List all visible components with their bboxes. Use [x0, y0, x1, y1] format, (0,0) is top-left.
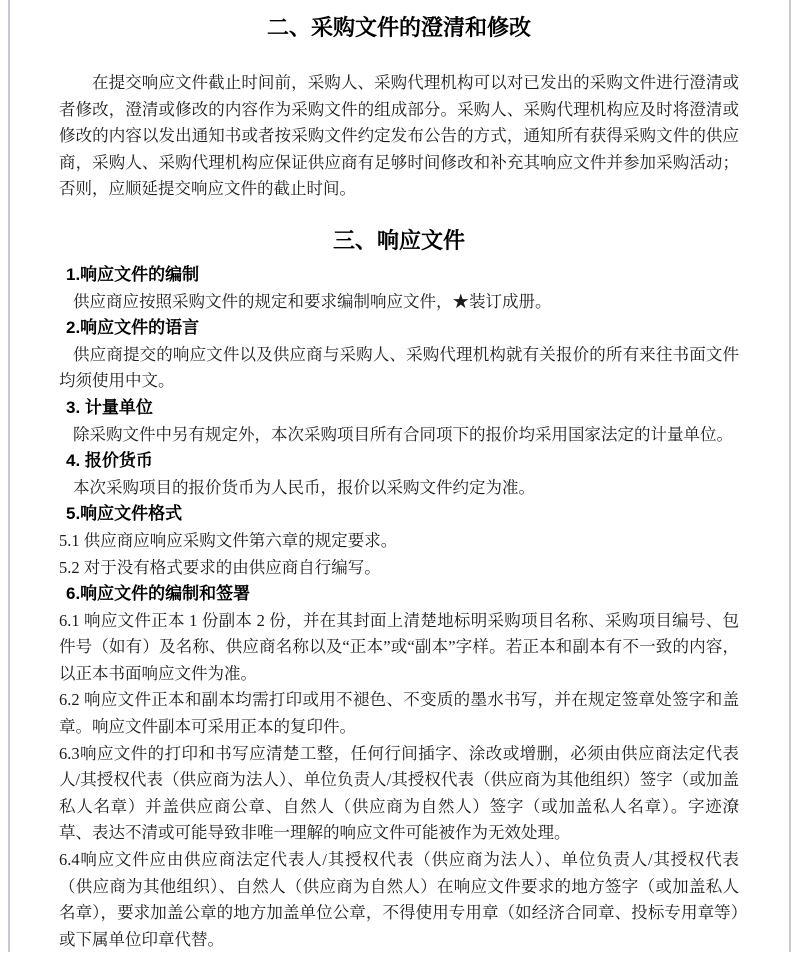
section-3-title: 三、响应文件: [332, 227, 465, 253]
item-5-paragraph-2: 5.2 对于没有格式要求的由供应商自行编写。: [59, 557, 381, 577]
item-5-heading: 5.响应文件格式: [66, 504, 183, 524]
item-4-heading: 4. 报价货币: [66, 451, 153, 471]
page-left-border: [8, 0, 10, 952]
item-6-heading: 6.响应文件的编制和签署: [66, 584, 251, 604]
item-2-paragraph: 供应商提交的响应文件以及供应商与采购人、采购代理机构就有关报价的所有来往书面文件均须使用中文。: [59, 344, 739, 391]
item-6-paragraph-2: 6.2 响应文件正本和副本均需打印或用不褪色、不变质的墨水书写，并在规定签章处签字和盖章。响应文件副本可采用正本的复印件。: [59, 690, 739, 737]
item-1-paragraph: 供应商应按照采购文件的规定和要求编制响应文件，★装订成册。: [73, 291, 552, 311]
section-2-title: 二、采购文件的澄清和修改: [266, 15, 531, 40]
document-page: [59, 0, 739, 953]
item-6-paragraph-4: 6.4响应文件应由供应商法定代表人/其授权代表（供应商为法人）、单位负责人/其授权代表（供应商为其他组织）、自然人（供应商为自然人）在响应文件要求的地方签字（或加盖私人名章），要求加盖公章的地方加盖单位公章，不得使用专用章（如经济合同章、投标专用章等）或下属单位印章代替。: [59, 850, 739, 949]
item-6-paragraph-1: 6.1 响应文件正本 1 份副本 2 份，并在其封面上清楚地标明采购项目名称、采购项目编号、包件号（如有）及名称、供应商名称以及“正本”或“副本”字样。若正本和副本有不一致的内容，以正本书面响应文件为准。: [59, 610, 739, 683]
item-5-paragraph-1: 5.1 供应商应响应采购文件第六章的规定要求。: [59, 530, 398, 550]
page-right-border: [789, 0, 791, 952]
item-4-paragraph: 本次采购项目的报价货币为人民币，报价以采购文件约定为准。: [73, 477, 536, 497]
item-1-heading: 1.响应文件的编制: [66, 264, 200, 284]
item-2-heading: 2.响应文件的语言: [66, 318, 200, 338]
item-3-heading: 3. 计量单位: [66, 397, 153, 417]
section-2-paragraph: 在提交响应文件截止时间前，采购人、采购代理机构可以对已发出的采购文件进行澄清或者修改，澄清或修改的内容作为采购文件的组成部分。采购人、采购代理机构应及时将澄清或修改的内容以发出通知书或者按采购文件约定发布公告的方式，通知所有获得采购文件的供应商，采购人、采购代理机构应保证供应商有足够时间修改和补充其响应文件并参加采购活动；否则，应顺延提交响应文件的截止时间。: [59, 73, 739, 199]
item-3-paragraph: 除采购文件中另有规定外，本次采购项目所有合同项下的报价均采用国家法定的计量单位。: [73, 424, 734, 444]
item-6-paragraph-3: 6.3响应文件的打印和书写应清楚工整，任何行间插字、涂改或增删，必须由供应商法定代表人/其授权代表（供应商为法人）、单位负责人/其授权代表（供应商为其他组织）签字（或加盖私人名章）并盖供应商公章、自然人（供应商为自然人）签字（或加盖私人名章）。字迹潦草、表达不清或可能导致非唯一理解的响应文件可能被作为无效处理。: [59, 743, 739, 843]
